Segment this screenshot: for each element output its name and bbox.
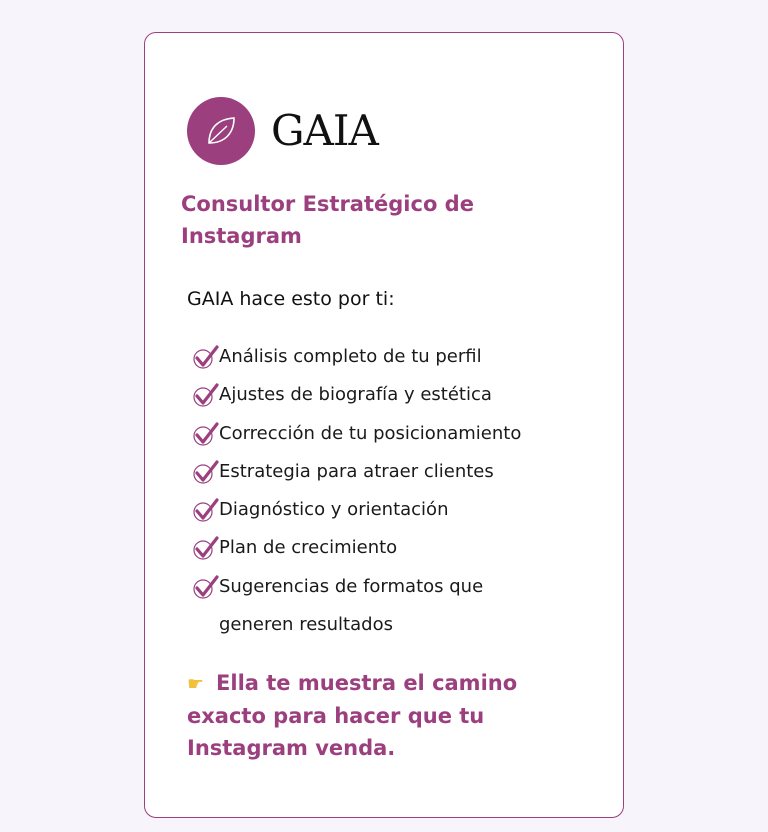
- feature-item: [191, 568, 521, 645]
- feature-label: Estrategia para atraer clientes: [219, 460, 494, 482]
- brand-header: [187, 97, 378, 165]
- check-icon: [191, 458, 219, 486]
- closing-text: Ella te muestra el camino exacto para hacer que tu Instagram venda.: [187, 671, 518, 760]
- feature-label: Ajustes de biografía y estética: [219, 384, 492, 406]
- feature-label: Sugerencias de formatos que generen resultados: [219, 575, 484, 636]
- feature-item: [191, 376, 521, 414]
- feature-label: Diagnóstico y orientación: [219, 499, 449, 521]
- leaf-icon: [203, 113, 239, 149]
- feature-label: Plan de crecimiento: [219, 537, 398, 559]
- intro-text: GAIA hace esto por ti:: [187, 288, 395, 310]
- check-icon: [191, 381, 219, 409]
- feature-item: [191, 491, 521, 529]
- pointing-hand-icon: ☛: [187, 673, 205, 695]
- closing-statement: [187, 667, 587, 764]
- check-icon: [191, 573, 219, 601]
- feature-item: [191, 415, 521, 453]
- feature-item: [191, 338, 521, 376]
- feature-label: Análisis completo de tu perfil: [219, 346, 482, 367]
- feature-label: Corrección de tu posicionamiento: [219, 422, 522, 444]
- check-icon: [191, 496, 219, 524]
- feature-list: [191, 338, 521, 644]
- brand-name: GAIA: [271, 106, 378, 155]
- subtitle: Consultor Estratégico de Instagram: [181, 192, 474, 248]
- check-icon: [191, 420, 219, 448]
- check-icon: [191, 534, 219, 562]
- logo: [187, 97, 255, 165]
- feature-item: [191, 453, 521, 491]
- check-icon: [191, 343, 219, 371]
- feature-item: [191, 529, 521, 567]
- gaia-card: [144, 32, 624, 818]
